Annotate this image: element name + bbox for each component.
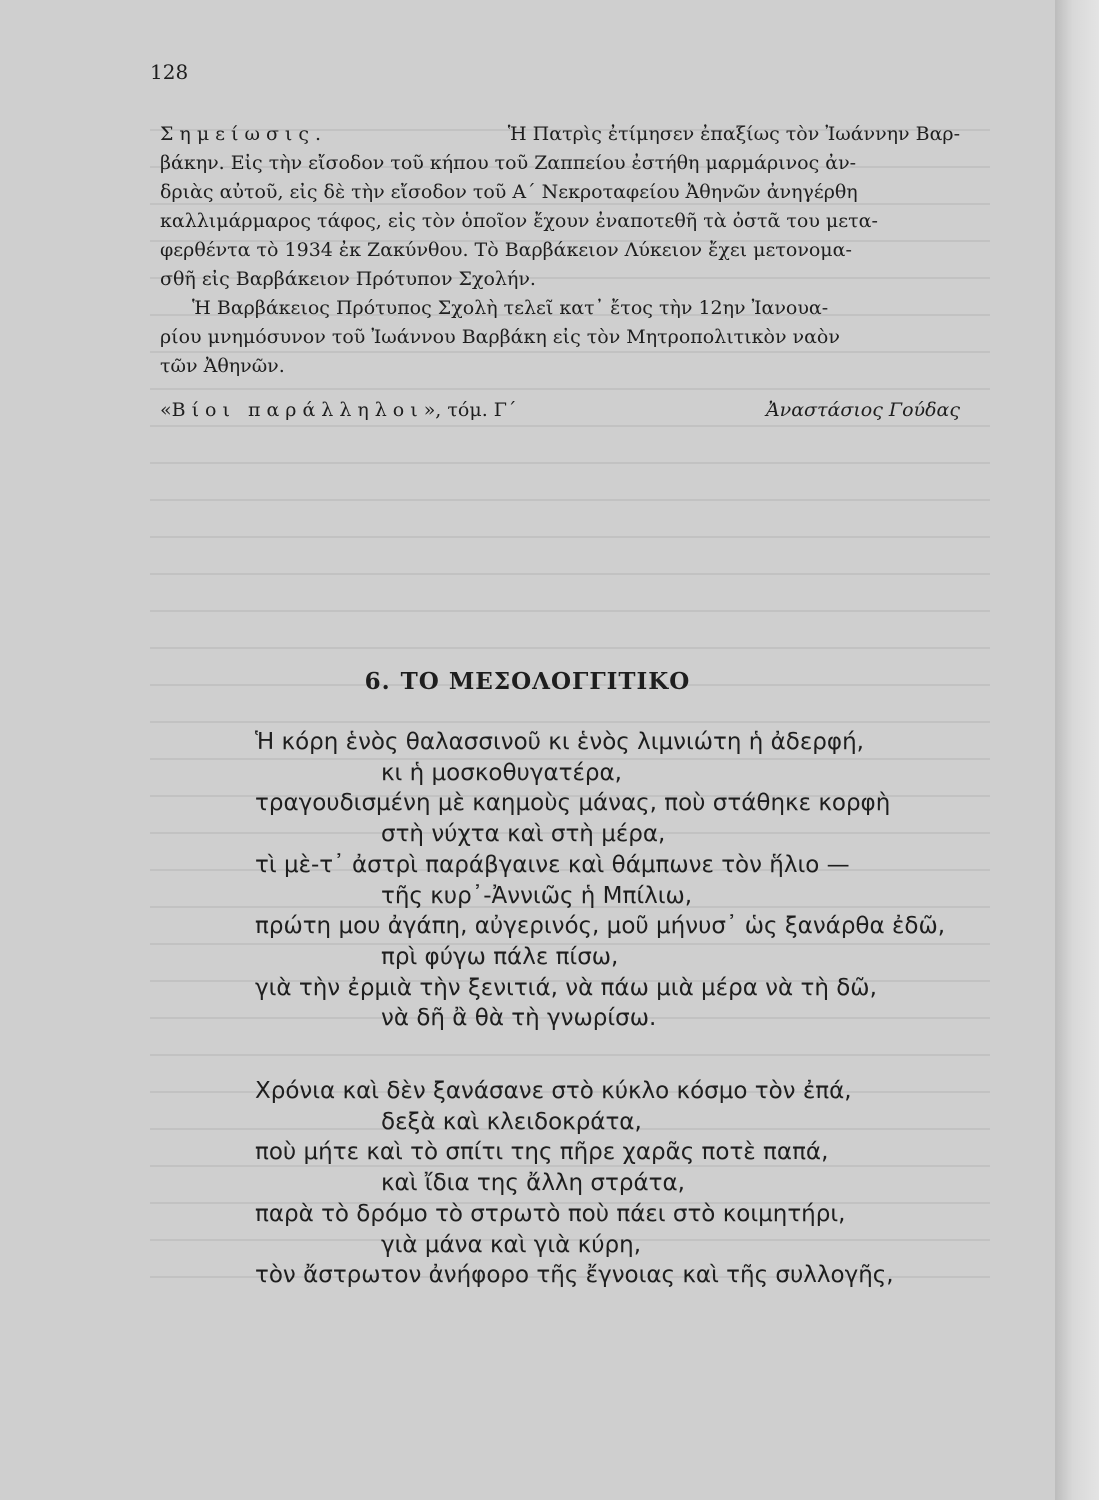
poem-verse: Ἡ κόρη ἑνὸς θαλασσινοῦ κι ἑνὸς λιμνιώτη ἡ ἀδερφή, bbox=[255, 729, 864, 755]
citation bbox=[160, 396, 960, 425]
note-line bbox=[160, 120, 960, 149]
poem-verse: καὶ ἴδια της ἄλλη στράτα, bbox=[381, 1170, 685, 1197]
note-line: Ἡ Βαρβάκειος Πρότυπος Σχολὴ τελεῖ κατ᾿ ἔτος τὴν 12ην Ἰανουα- bbox=[192, 297, 829, 319]
citation-author: Ἀναστάσιος Γούδας bbox=[765, 399, 960, 421]
section-number: 6. bbox=[364, 668, 391, 695]
poem-verse: ποὺ μήτε καὶ τὸ σπίτι της πῆρε χαρᾶς ποτὲ παπά, bbox=[255, 1139, 829, 1166]
note-line: βάκην. Εἰς τὴν εἴσοδον τοῦ κήπου τοῦ Ζαππείου ἐστήθη μαρμάρινος ἀν- bbox=[160, 152, 857, 174]
poem-verse: τὸν ἄστρωτον ἀνήφορο τῆς ἔγνοιας καὶ τῆς συλλογῆς, bbox=[255, 1262, 894, 1289]
note-label: Σημείωσις. bbox=[160, 123, 328, 145]
note-line: τῶν Ἀθηνῶν. bbox=[160, 355, 285, 377]
poem-verse: πρὶ φύγω πάλε πίσω, bbox=[381, 943, 619, 970]
note-line-text: Ἡ Πατρὶς ἐτίμησεν ἐπαξίως τὸν Ἰωάννην Βαρ- bbox=[507, 123, 960, 145]
note-line: καλλιμάρμαρος τάφος, εἰς τὸν ὁποῖον ἔχουν ἐναποτεθῆ τὰ ὀστᾶ του μετα- bbox=[160, 210, 878, 232]
poem-verse: τὶ μὲ-τ᾿ ἀστρὶ παράβγαινε καὶ θάμπωνε τὸν ἥλιο — bbox=[255, 851, 850, 878]
poem-stanza bbox=[255, 1076, 935, 1291]
citation-open-quote: « bbox=[160, 399, 172, 421]
poem-verse: παρὰ τὸ δρόμο τὸ στρωτὸ ποὺ πάει στὸ κοιμητήρι, bbox=[255, 1200, 846, 1227]
poem bbox=[255, 727, 946, 1291]
note-line: φερθέντα τὸ 1934 ἐκ Ζακύνθου. Τὸ Βαρβάκειον Λύκειον ἔχει μετονομα- bbox=[160, 239, 852, 261]
poem-verse: τραγουδισμένη μὲ καημοὺς μάνας, ποὺ στάθηκε κορφὴ bbox=[255, 790, 891, 817]
citation-work-title: Βίοι παράλληλοι bbox=[171, 399, 424, 421]
page-number: 128 bbox=[150, 60, 189, 84]
section-heading bbox=[0, 668, 1055, 695]
poem-verse: νὰ δῆ ἂ θὰ τὴ γνωρίσω. bbox=[381, 1005, 657, 1032]
section-title: ΤΟ ΜΕΣΟΛΟΓΓΙΤΙΚΟ bbox=[400, 668, 691, 695]
poem-verse: τῆς κυρ᾿-Ἀννιῶς ἡ Μπίλιω, bbox=[381, 882, 693, 909]
note-line: σθῆ εἰς Βαρβάκειον Πρότυπον Σχολήν. bbox=[160, 268, 536, 290]
poem-stanza bbox=[255, 727, 946, 1034]
poem-verse: γιὰ τὴν ἐρμιὰ τὴν ξενιτιά, νὰ πάω μιὰ μέρα νὰ τὴ δῶ, bbox=[255, 974, 877, 1001]
poem-verse: κι ἡ μοσκοθυγατέρα, bbox=[381, 759, 622, 786]
poem-verse: πρώτη μου ἀγάπη, αὐγερινός, μοῦ μήνυσ᾿ ὡς ξανάρθα ἐδῶ, bbox=[255, 913, 946, 940]
poem-verse: γιὰ μάνα καὶ γιὰ κύρη, bbox=[381, 1231, 642, 1258]
poem-verse: δεξὰ καὶ κλειδοκράτα, bbox=[381, 1108, 642, 1135]
note-line: ρίου μνημόσυνον τοῦ Ἰωάννου Βαρβάκη εἰς τὸν Μητροπολιτικὸν ναὸν bbox=[160, 326, 840, 348]
poem-verse: Χρόνια καὶ δὲν ξανάσανε στὸ κύκλο κόσμο τὸν ἐπά, bbox=[255, 1078, 852, 1105]
poem-verse: στὴ νύχτα καὶ στὴ μέρα, bbox=[381, 821, 666, 848]
page-edge bbox=[1055, 0, 1099, 1500]
note-line: δριὰς αὐτοῦ, εἰς δὲ τὴν εἴσοδον τοῦ Α΄ Νεκροταφείου Ἀθηνῶν ἀνηγέρθη bbox=[160, 181, 858, 203]
citation-volume: », τόμ. Γ΄ bbox=[423, 399, 517, 421]
note-paragraph bbox=[160, 120, 960, 381]
